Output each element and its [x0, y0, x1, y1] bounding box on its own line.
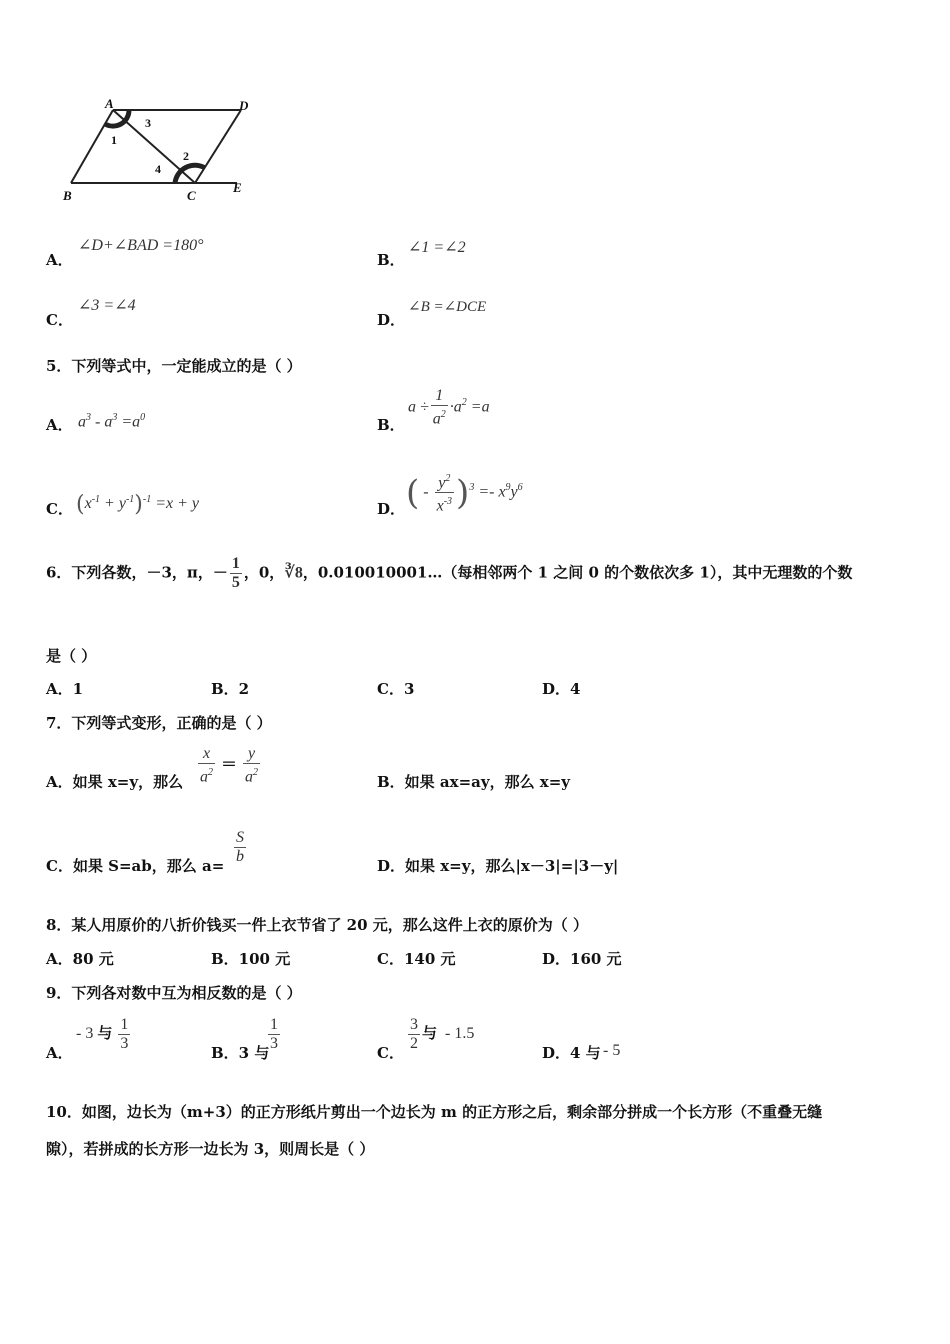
q8-option-a: A．80 元 — [46, 950, 114, 968]
q5-option-c-label: C． — [46, 500, 73, 518]
q7-option-a-math: $\frac{x}{a^2}$ ＝ $\frac{y}{a^2}$ — [200, 745, 259, 786]
q6-option-d: D．4 — [542, 680, 581, 698]
q6-stem — [46, 555, 852, 592]
label-d: D — [239, 98, 249, 113]
q6-stem-line2: 是（ ） — [46, 647, 97, 665]
q4-option-c-math: ∠3 =∠4 — [78, 297, 136, 314]
q8-option-d: D．160 元 — [542, 950, 622, 968]
q9-option-b-math: $\frac{1}{3}$ — [270, 1016, 278, 1052]
q4-option-b-math: ∠1 =∠2 — [408, 239, 466, 256]
q5-option-a-label: A． — [46, 416, 73, 434]
q10-line1: 10．如图，边长为（m+3）的正方形纸片剪出一个边长为 m 的正方形之后，剩余部分拼成一个长方形（不重叠无缝 — [46, 1103, 823, 1121]
q5-stem: 5．下列等式中，一定能成立的是（ ） — [46, 357, 302, 375]
segment-ab — [71, 110, 113, 183]
q4-option-b-label: B． — [377, 251, 405, 269]
label-e: E — [233, 180, 242, 195]
label-angle-1: 1 — [111, 133, 117, 147]
q9-stem: 9．下列各对数中互为相反数的是（ ） — [46, 984, 302, 1002]
q10-line2: 隙），若拼成的长方形一边长为 3，则周长是（ ） — [46, 1140, 375, 1158]
q7-option-d-text: D．如果 x=y，那么|x－3|=|3－y| — [377, 857, 619, 875]
q8-option-b: B．100 元 — [211, 950, 291, 968]
label-b: B — [63, 188, 72, 203]
q6-option-b: B．2 — [211, 680, 250, 698]
q4-option-a-math: ∠D+∠BAD =180° — [78, 237, 204, 254]
q4-option-d-math: ∠B =∠DCE — [408, 299, 487, 315]
q9-option-a-label: A． — [46, 1044, 73, 1062]
q6-fraction: $\frac{1}{5}$ — [231, 555, 240, 591]
q9-option-d-math: - 5 — [603, 1042, 621, 1059]
parallelogram-figure — [55, 92, 265, 207]
q9-option-d-label: D．4 与 — [542, 1044, 601, 1062]
q5-option-a-math: $a^3 - a^3 =a^0$ — [78, 412, 146, 431]
q9-option-c-label: C． — [377, 1044, 404, 1062]
q6-cube-root: ∛8 — [284, 564, 303, 582]
q9-option-a-math: - 3 与 $\frac{1}{3}$ — [76, 1016, 129, 1052]
label-angle-4: 4 — [155, 162, 161, 176]
q6-option-c: C．3 — [377, 680, 415, 698]
label-c: C — [187, 188, 196, 203]
label-angle-2: 2 — [183, 149, 189, 163]
q5-option-c-math: $(x^{-1} + y^{-1})^{-1} =x + y$ — [76, 492, 200, 517]
q5-option-b-label: B． — [377, 416, 405, 434]
q7-stem: 7．下列等式变形，正确的是（ ） — [46, 714, 272, 732]
q5-option-b-math: a ÷ $\frac{1}{a^2}$ $\cdot a^2 =a$ — [408, 387, 490, 428]
q7-option-c-text: C．如果 S=ab，那么 a= — [46, 857, 225, 875]
q9-option-c-math: $\frac{3}{2}$ 与 - 1.5 — [410, 1016, 475, 1052]
q6-stem-part1: 6．下列各数，－3，π，－ — [46, 563, 228, 582]
q8-stem: 8．某人用原价的八折价钱买一件上衣节省了 20 元，那么这件上衣的原价为（ ） — [46, 916, 588, 934]
q5-option-d-label: D． — [377, 500, 406, 518]
q6-stem-part3: ，0.010010001…（每相邻两个 1 之间 0 的个数依次多 1），其中无理数的个数 — [302, 563, 853, 582]
q6-option-a: A．1 — [46, 680, 84, 698]
q9-option-b-label: B．3 与 — [211, 1044, 270, 1062]
q6-stem-part2: ，0， — [243, 563, 285, 582]
q4-option-d-label: D． — [377, 311, 406, 329]
q7-option-a-text: A．如果 x=y，那么 — [46, 773, 184, 791]
q4-option-c-label: C． — [46, 311, 73, 329]
segment-dc — [195, 110, 241, 183]
label-angle-3: 3 — [145, 116, 151, 130]
q7-option-c-math: $\frac{S}{b}$ — [236, 829, 244, 865]
q5-option-d-math: ( - $\frac{y^2}{x^{-3}}$ )$^3 =- x^9y^6$ — [406, 472, 523, 515]
q7-option-b-text: B．如果 ax=ay，那么 x=y — [377, 773, 571, 791]
label-a: A — [105, 96, 114, 111]
q4-option-a-label: A． — [46, 251, 73, 269]
q8-option-c: C．140 元 — [377, 950, 456, 968]
